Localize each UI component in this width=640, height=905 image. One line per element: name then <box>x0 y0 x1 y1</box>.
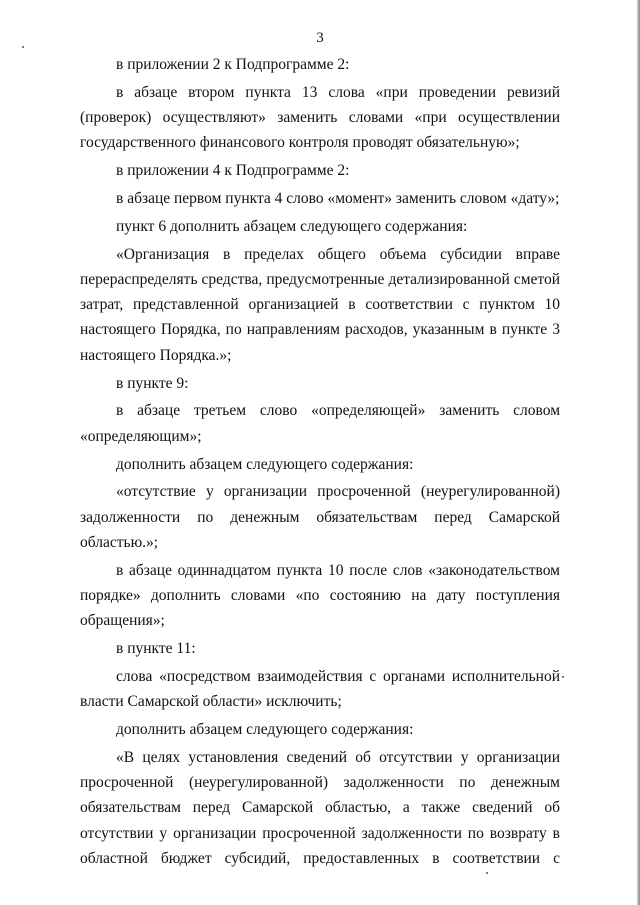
paragraph: в абзаце первом пункта 4 слово «момент» заменить словом «дату»; <box>116 190 560 208</box>
paragraph: дополнить абзацем следующего содержания: <box>116 721 414 739</box>
document-body <box>80 52 560 874</box>
paragraph: в пункте 11: <box>116 640 196 658</box>
paragraph: в абзаце втором пункта 13 слова «при проведении ревизий (проверок) осуществляют» заменить словами «при осуществлении государственного финансового контроля проводят обязательную»; <box>80 83 560 152</box>
paragraph: «Организация в пределах общего объема субсидии вправе перераспределять средства, предусмотренные детализированной сметой затрат, представленной организацией в соответствии с пунктом 10 настоящего Порядка, по направлениям расходов, указанным в пункте 3 настоящего Порядка.»; <box>80 245 560 364</box>
paragraph: в пункте 9: <box>116 374 189 392</box>
paragraph: «отсутствие у организации просроченной (неурегулированной) задолженности по денежным обязательствам перед Самарской областью.»; <box>80 483 560 551</box>
paragraph: дополнить абзацем следующего содержания: <box>116 455 414 473</box>
paragraph: слова «посредством взаимодействия с органами исполнительной власти Самарской области» исключить; <box>80 667 560 711</box>
paragraph: в приложении 4 к Подпрограмме 2: <box>116 162 350 180</box>
page-number: 3 <box>316 30 324 46</box>
paragraph: «В целях установления сведений об отсутствии у организации просроченной (неурегулированной) задолженности по денежным обязательствам перед Самарской областью, а также сведений об отсутствии у организации просроченной задолженности по возврату в областной бюджет субсидий, предоставленных в соответствии с <box>80 748 560 867</box>
paragraph: в абзаце одиннадцатом пункта 10 после слов «законодательством порядке» дополнить словами «по состоянию на дату поступления обращения»; <box>80 561 560 630</box>
paragraph: в приложении 2 к Подпрограмме 2: <box>116 56 350 73</box>
paragraph: пункт 6 дополнить абзацем следующего содержания: <box>116 217 468 235</box>
scan-speck <box>562 676 564 678</box>
paragraph: в абзаце третьем слово «определяющей» заменить словом «определяющим»; <box>80 402 560 445</box>
